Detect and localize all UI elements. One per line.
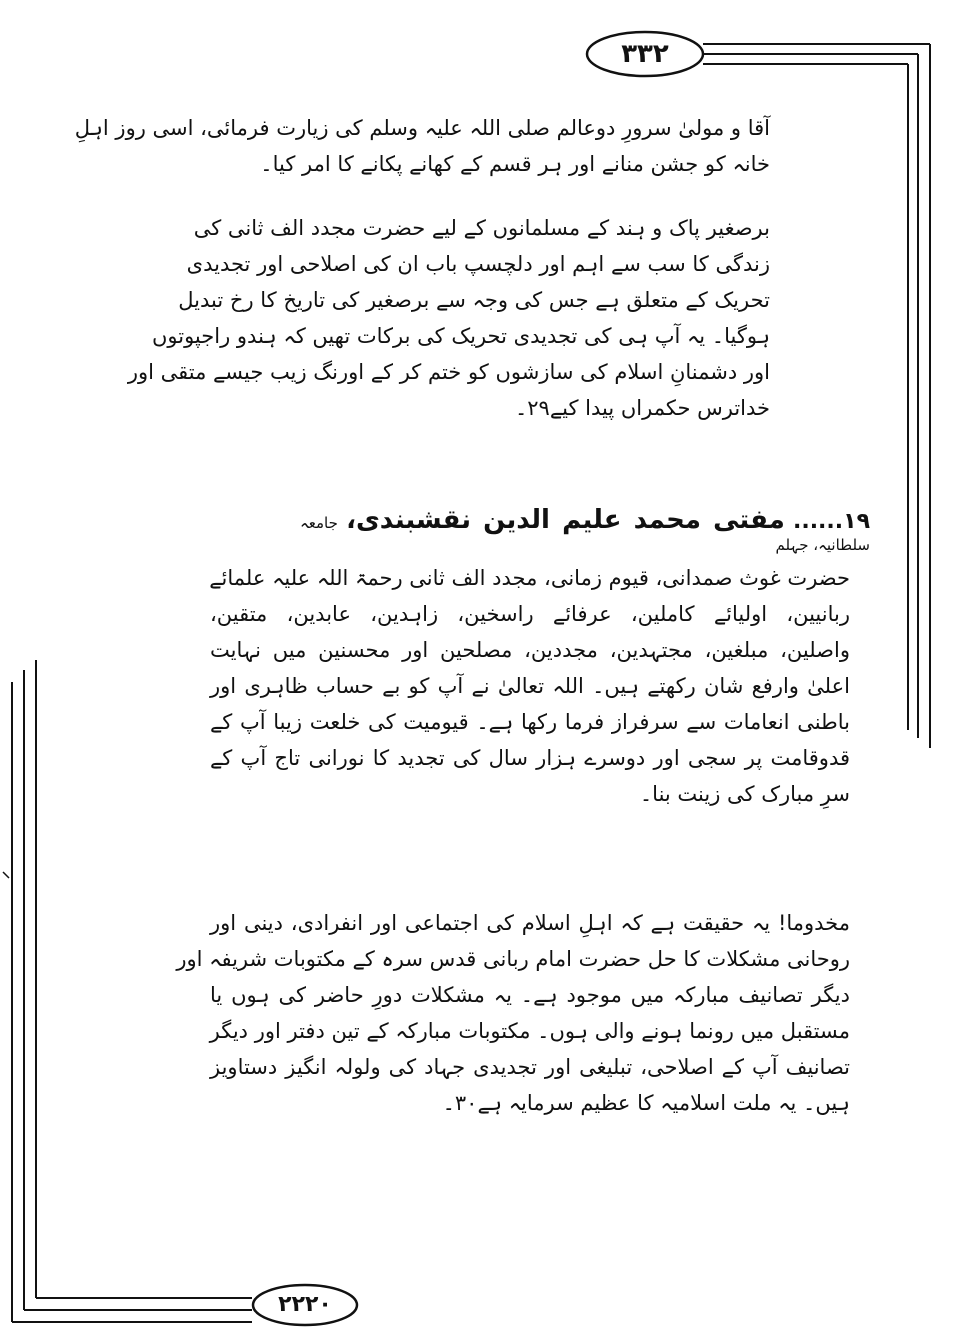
text-line: مستقبل میں رونما ہونے والی ہوں۔ مکتوبات مبارکہ کے تین دفتر اور دیگر bbox=[209, 1019, 850, 1043]
paragraph-maktubat bbox=[176, 905, 850, 1121]
text-line: آقا و مولیٰ سرورِ دوعالم صلی اللہ علیہ وسلم کی زیارت فرمائی، اسی روز اہلِ bbox=[74, 116, 770, 140]
header-page-number: ۳۳۲ bbox=[621, 39, 669, 69]
text-line: ہوگیا۔ یہ آپ ہی کی تجدیدی تحریک کی برکات تھیں کہ ہندو راجپوتوں bbox=[151, 324, 770, 348]
text-line: ربانیین، اولیائے کاملین، عرفائے راسخین، زاہدین، عابدین، متقین، bbox=[210, 602, 850, 626]
text-line: دیگر تصانیف مبارکہ میں موجود ہے۔ یہ مشکلات دورِ حاضر کی ہوں یا bbox=[210, 983, 850, 1007]
text-line: تحریک کے متعلق ہے جس کی وجہ سے برصغیر کی تاریخ کا رخ تبدیل bbox=[178, 288, 770, 312]
text-line: واصلین، مبلغین، مجتہدین، مجددین، مصلحین اور محسنین میں نہایت bbox=[210, 638, 850, 662]
text-line: اعلیٰ وارفع شان رکھتے ہیں۔ اللہ تعالیٰ نے آپ کو بے حساب ظاہری اور bbox=[210, 674, 850, 698]
author-institution: جامعہ سلطانیہ، جہلم bbox=[300, 514, 870, 554]
text-line: اور دشمنانِ اسلام کی سازشوں کو ختم کر کے اورنگ زیب جیسے متقی اور bbox=[127, 360, 770, 384]
heading-number: ۱۹...... bbox=[792, 509, 870, 534]
text-line: خداترس حکمراں پیدا کیے۲۹۔ bbox=[514, 396, 770, 420]
intro-paragraph bbox=[74, 110, 770, 182]
paragraph-titles bbox=[210, 560, 850, 812]
text-line: روحانی مشکلات کا حل حضرت امام ربانی قدس سرہ کے مکتوبات شریفہ اور bbox=[176, 947, 850, 971]
text-line: تصانیف آپ کے اصلاحی، تبلیغی اور تجدیدی جہاد کی ولولہ انگیز دستاویز bbox=[210, 1055, 850, 1079]
text-line: حضرت غوث صمدانی، قیوم زمانی، مجدد الف ثانی رحمۃ اللہ علیہ علمائے bbox=[209, 566, 850, 590]
text-line: سرِ مبارک کی زینت بنا۔ bbox=[639, 782, 850, 806]
text-line: برصغیر پاک و ہند کے مسلمانوں کے لیے حضرت مجدد الف ثانی کی bbox=[193, 216, 770, 240]
paragraph-mujaddid-movement bbox=[127, 210, 770, 426]
footer-page-number: ۲۲۲۰ bbox=[278, 1292, 332, 1317]
text-line: مخدوما! یہ حقیقت ہے کہ اہلِ اسلام کی اجتماعی اور انفرادی، دینی اور bbox=[210, 911, 850, 935]
text-line: باطنی انعامات سے سرفراز فرما رکھا ہے۔ قیومیت کی خلعت زیبا آپ کے bbox=[210, 710, 850, 734]
text-line: قدوقامت پر سجی اور دوسرے ہزار سال کی تجدید کا نورانی تاج آپ کے bbox=[210, 746, 850, 770]
author-heading bbox=[300, 505, 870, 554]
text-line: خانہ کو جشن منانے اور ہر قسم کے کھانے پکانے کا امر کیا۔ bbox=[260, 152, 770, 176]
author-name: مفتی محمد علیم الدین نقشبندی، bbox=[346, 505, 785, 535]
text-line: زندگی کا سب سے اہم اور دلچسپ باب ان کی اصلاحی اور تجدیدی bbox=[186, 252, 770, 276]
text-line: ہیں۔ یہ ملت اسلامیہ کا عظیم سرمایہ ہے۳۰۔ bbox=[442, 1091, 850, 1115]
